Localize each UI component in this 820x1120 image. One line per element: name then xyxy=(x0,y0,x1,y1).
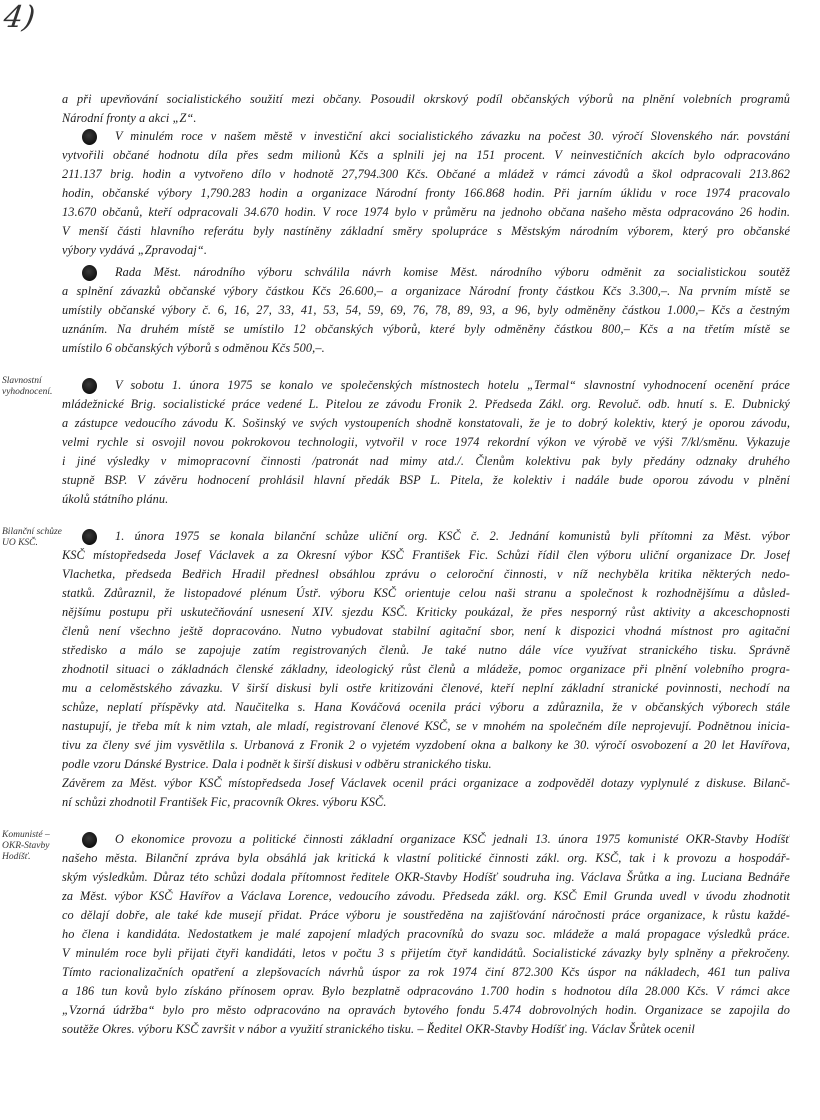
margin-note: Komunisté – OKR-Stavby Hodíšť. xyxy=(2,830,50,862)
paragraph xyxy=(0,774,820,812)
handwritten-line: soutěže Okres. výboru KSČ završit v nábor a využití stranického tisku. – Ředitel OKR-Stavby Hodíšť ing. Václav Šrůtek ocenil xyxy=(62,1022,695,1036)
handwritten-line: a zástupce vedoucího závodu K. Sošinský ve svých vystoupeních shodně konstatovali, že je to dobrý kolektiv, který je oporou závodu, xyxy=(62,416,790,430)
handwritten-line: umístily občanské výbory č. 6, 16, 27, 33, 41, 53, 54, 59, 69, 76, 78, 89, 93, a 96, byly odměněny částkou 1.000,– Kčs a čestným xyxy=(62,303,790,317)
chronicle-entry xyxy=(0,527,820,812)
handwritten-line: a při upevňování socialistického soužití mezi občany. Posoudil okrskový podíl občanských výborů na plnění volebních programů xyxy=(62,92,790,106)
handwritten-line: a splnění závazků občanské výbory částkou Kčs 26.600,– a organizace Národní fronty částkou Kčs 3.300,–. Na prvním místě se xyxy=(62,284,790,298)
handwritten-line: schůze, neplatí příspěvky atd. Naučitelka s. Hana Kováčová ocenila práci výboru a zdůraznila, že v občanských výborech stále xyxy=(62,700,790,714)
handwritten-line: stupně BSP. V závěru hodnocení prohlásil hlavní předák BSP L. Pitela, že kolektiv i nadále bude oporou závodu v plnění xyxy=(62,473,790,487)
handwritten-line: Národní fronty a akci „Z“. xyxy=(62,111,197,125)
handwritten-line: umístilo 6 občanských výborů s odměnou Kčs 500,–. xyxy=(62,341,325,355)
chronicle-entry xyxy=(0,90,820,128)
handwritten-line: V minulém roce v našem městě v investiční akci socialistického závazku na počest 30. výročí Slovenského nár. povstání xyxy=(115,129,790,143)
chronicle-entry xyxy=(0,127,820,260)
handwritten-line: „Vzorná údržba“ bylo pro město odpracováno na opravách bytového fondu 5.474 dobrovolných hodin. Organizace se zapojila do xyxy=(62,1003,790,1017)
handwritten-line: V sobotu 1. února 1975 se konalo ve společenských místnostech hotelu „Termal“ slavnostní vyhodnocení ocenění práce xyxy=(115,378,790,392)
handwritten-line: ní schůzi zhodnotil František Fic, pracovník Okres. výboru KSČ. xyxy=(62,795,387,809)
handwritten-line: 211.137 brig. hodin a vytvořeno dílo v hodnotě 27,794.300 Kčs. Občané a mládež v rámci závodů a škol odpracovali 213.862 xyxy=(62,167,790,181)
handwritten-line: hodin, občanské výbory 1,790.283 hodin a organizace Národní fronty 166.868 hodin. Při jarním úklidu v roce 1974 pracovalo xyxy=(62,186,790,200)
paragraph xyxy=(0,90,820,128)
handwritten-line: O ekonomice provozu a politické činnosti základní organizace KSČ jednali 13. února 1975 komunisté OKR-Stavby Hodíšť xyxy=(115,832,790,846)
handwritten-line: výbory vydává „Zpravodaj“. xyxy=(62,243,208,257)
handwritten-line: a 186 tun kovů bylo získáno přínosem oprav. Bylo bezplatně odpracováno 1.700 hodin s hodnotou díla 28.000 Kčs. V rámci akce xyxy=(62,984,790,998)
handwritten-line: V minulém roce byli přijati čtyři kandidáti, letos v počtu 3 s přijetím čtyř kandidátů. Socialistické závazky byly splněny a překročeny. xyxy=(62,946,790,960)
handwritten-line: členů není všechno ještě dopracováno. Nutno vybudovat stabilní agitační sbor, není k dispozici vhodná místnost pro agitační xyxy=(62,624,790,638)
handwritten-line: 13.670 občanů, kteří odpracovali 34.670 hodin. V roce 1974 bylo v průměru na jednoho občana našeho města odpracováno 26 hodin. xyxy=(62,205,790,219)
handwritten-line: podle vzoru Dánské Bystrice. Dala i podnět k širší diskusi v odběru stranického tisku. xyxy=(62,757,492,771)
paragraph xyxy=(0,527,820,774)
handwritten-line: středisko a málo se zapojuje zatím registrovaných členů. Je také nutno dále více využívat stranického tisku. Správně xyxy=(62,643,790,657)
margin-note: Slavnostní vyhodnocení. xyxy=(2,376,53,397)
handwritten-line: nastupují, je třeba mít k nim vztah, ale mladí, registrovaní členové KSČ, se v mnohém na společném díle neprojevují. Podnětnou inicia- xyxy=(62,719,790,733)
handwritten-line: za Měst. výbor KSČ Havířov a Václava Lorence, vedoucího závodu. Předseda zákl. org. KSČ Emil Grunda uvedl v úvodu zhodnotit xyxy=(62,889,790,903)
paragraph xyxy=(0,127,820,260)
handwritten-line: velmi rychle si osvojil novou pokrokovou technologii, vytvořil v roce 1974 rekordní výkon ve výrobě ve výši 7/kl/směnu. Vykazuje xyxy=(62,435,790,449)
handwritten-line: 1. února 1975 se konala bilanční schůze uliční org. KSČ č. 2. Jednání komunistů byli přítomni za Měst. výbor xyxy=(115,529,790,543)
handwritten-line: zhodnotil situaci o základnách členské základny, ideologický růst členů a mládeže, pomoc organizace při plnění volebního progra- xyxy=(62,662,790,676)
handwritten-line: mu a celoměstského závazku. V širší diskusi byli ostře kritizováni členové, kteří neplní základní stranické povinnosti, nechodí na xyxy=(62,681,790,695)
handwritten-line: statků. Zdůraznil, že listopadové plénum Ústř. výboru KSČ orientuje celou naši stranu a společnost k rozhodnějšímu a důsled- xyxy=(62,586,790,600)
chronicle-entry xyxy=(0,830,820,1039)
paragraph xyxy=(0,830,820,1039)
handwritten-line: Tímto racionalizačních opatření a zlepšovacích návrhů úspor za rok 1974 činí 872.300 Kčs úspor na nákladech, 461 tun paliva xyxy=(62,965,790,979)
handwritten-line: co dělají dobře, ale také kde musejí přidat. Práce výboru je soustředěna na zajišťování náročnosti práce organizace, k růstu každé- xyxy=(62,908,790,922)
handwritten-line: tivu za členy své jim vysvětlila s. Urbanová z Fronik 2 o vyjetém vyzdobení okna a balkony ke 30. výročí osvobození a 20 let Havířova, xyxy=(62,738,790,752)
handwritten-line: KSČ místopředseda Josef Václavek a za Okresní výbor KSČ František Fic. Schůzi řídil člen výboru uliční organizace Dr. Josef xyxy=(62,548,790,562)
paragraph xyxy=(0,263,820,358)
handwritten-line: uznáním. Na druhém místě se umístilo 12 občanských výborů, které byly odměněny částkou 800,– Kčs a na třetím místě se xyxy=(62,322,790,336)
margin-note: Bilanční schůze UO KSČ. xyxy=(2,527,62,548)
handwritten-line: mládežnické Brig. socialistické práce vedené L. Pitelou ze závodu Fronik 2. Předseda Zákl. org. Revoluč. odb. hnutí s. E. Dubnický xyxy=(62,397,790,411)
handwritten-line: úkolů státního plánu. xyxy=(62,492,169,506)
handwritten-line: Vlachetka, předseda Bedřich Hradil přednesl obsáhlou zprávu o celoroční činnosti, v níž nechyběla kritika některých nedo- xyxy=(62,567,790,581)
paragraph xyxy=(0,376,820,509)
page-number: 4) xyxy=(1,0,38,35)
handwritten-line: Závěrem za Měst. výbor KSČ místopředseda Josef Václavek ocenil práci organizace a zodpověděl dotazy vyplynulé z diskuse. Bilanč- xyxy=(62,776,790,790)
handwritten-line: nějšímu postupu při uskutečňování usnesení XIV. sjezdu KSČ. Kriticky poukázal, že přes nesporný růst aktivity a akceschopnosti xyxy=(62,605,790,619)
handwritten-line: ho člena i kandidáta. Nedostatkem je malé zapojení mladých pracovníků do svazu soc. mládeže a malá propagace výsledků práce. xyxy=(62,927,790,941)
handwritten-line: Rada Měst. národního výboru schválila návrh komise Měst. národního výboru odměnit za socialistickou soutěž xyxy=(115,265,790,279)
chronicle-entry xyxy=(0,263,820,358)
handwritten-line: našeho města. Bilanční zpráva byla obsáhlá jak kritická k vlastní politické činnosti zákl. org. KSČ, tak i k provozu a hospodář- xyxy=(62,851,790,865)
chronicle-entry xyxy=(0,376,820,509)
handwritten-line: V menší části hlavního referátu byly nastíněny základní směry spolupráce s Městským národním výborem, který pro občanské xyxy=(62,224,790,238)
handwritten-line: i jiné výsledky v mimopracovní činnosti /patronát nad mimy atd./. Členům kolektivu pak byly předány odznaky druhého xyxy=(62,454,790,468)
handwritten-line: ským výsledkům. Důraz této schůzi dodala přítomnost ředitele OKR-Stavby Hodíšť soudruha ing. Václava Šrůtka a ing. Luciana Bednáře xyxy=(62,870,790,884)
handwritten-line: vytvořili občané hodnotu díla přes sedm milionů Kčs a splnili jej na 151 procent. V neinvestičních akcích bylo odpracováno xyxy=(62,148,790,162)
